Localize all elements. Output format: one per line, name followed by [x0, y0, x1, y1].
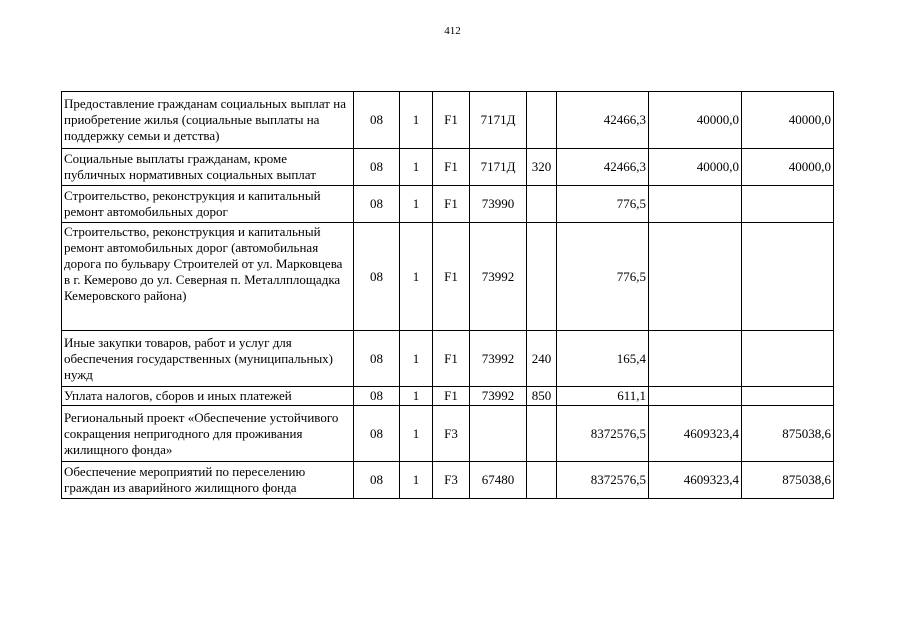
page-number: 412 — [444, 25, 461, 37]
row-name: Предоставление гражданам социальных выплат на приобретение жилья (социальные выплаты на поддержку семьи и детства) — [62, 92, 354, 149]
row-code: 73992 — [470, 331, 527, 387]
row-value-1: 42466,3 — [557, 92, 649, 149]
row-value-3: 40000,0 — [742, 92, 834, 149]
row-value-3: 40000,0 — [742, 149, 834, 186]
row-value-1: 8372576,5 — [557, 406, 649, 462]
row-subsection: 1 — [400, 387, 433, 406]
row-subsection: 1 — [400, 331, 433, 387]
row-value-2 — [649, 186, 742, 223]
row-value-1: 8372576,5 — [557, 462, 649, 499]
table-row — [62, 406, 834, 462]
row-code: 73992 — [470, 387, 527, 406]
row-code: 7171Д — [470, 92, 527, 149]
row-name: Строительство, реконструкция и капитальный ремонт автомобильных дорог — [62, 186, 354, 223]
row-subsection: 1 — [400, 462, 433, 499]
row-subsection: 1 — [400, 406, 433, 462]
budget-table — [61, 91, 834, 499]
row-name: Уплата налогов, сборов и иных платежей — [62, 387, 354, 406]
row-section: 08 — [354, 186, 400, 223]
row-code: 67480 — [470, 462, 527, 499]
row-expense-type: 850 — [527, 387, 557, 406]
row-program: F3 — [433, 406, 470, 462]
row-subsection: 1 — [400, 186, 433, 223]
row-code: 73992 — [470, 223, 527, 331]
row-name: Социальные выплаты гражданам, кроме публичных нормативных социальных выплат — [62, 149, 354, 186]
row-section: 08 — [354, 92, 400, 149]
row-expense-type — [527, 462, 557, 499]
row-code — [470, 406, 527, 462]
row-section: 08 — [354, 223, 400, 331]
row-program: F1 — [433, 186, 470, 223]
row-program: F1 — [433, 223, 470, 331]
table-row — [62, 387, 834, 406]
row-value-1: 611,1 — [557, 387, 649, 406]
row-value-1: 776,5 — [557, 186, 649, 223]
row-program: F1 — [433, 331, 470, 387]
row-value-2: 4609323,4 — [649, 462, 742, 499]
row-value-3 — [742, 387, 834, 406]
row-name: Региональный проект «Обеспечение устойчивого сокращения непригодного для проживания жилищного фонда» — [62, 406, 354, 462]
table-row — [62, 149, 834, 186]
row-value-1: 165,4 — [557, 331, 649, 387]
row-program: F1 — [433, 387, 470, 406]
row-value-2 — [649, 331, 742, 387]
table-row — [62, 331, 834, 387]
table-row — [62, 462, 834, 499]
row-value-2: 40000,0 — [649, 149, 742, 186]
row-value-3 — [742, 331, 834, 387]
row-expense-type — [527, 223, 557, 331]
row-section: 08 — [354, 462, 400, 499]
row-subsection: 1 — [400, 92, 433, 149]
row-value-2: 40000,0 — [649, 92, 742, 149]
row-name: Иные закупки товаров, работ и услуг для обеспечения государственных (муниципальных) нужд — [62, 331, 354, 387]
row-section: 08 — [354, 387, 400, 406]
row-value-3 — [742, 186, 834, 223]
row-section: 08 — [354, 331, 400, 387]
row-value-3 — [742, 223, 834, 331]
row-subsection: 1 — [400, 223, 433, 331]
row-value-3: 875038,6 — [742, 406, 834, 462]
row-program: F3 — [433, 462, 470, 499]
row-value-2 — [649, 223, 742, 331]
row-value-2: 4609323,4 — [649, 406, 742, 462]
row-value-1: 42466,3 — [557, 149, 649, 186]
table-row — [62, 223, 834, 331]
row-section: 08 — [354, 149, 400, 186]
table-row — [62, 186, 834, 223]
row-code: 73990 — [470, 186, 527, 223]
row-program: F1 — [433, 92, 470, 149]
row-value-3: 875038,6 — [742, 462, 834, 499]
row-name: Обеспечение мероприятий по переселению граждан из аварийного жилищного фонда — [62, 462, 354, 499]
row-expense-type: 240 — [527, 331, 557, 387]
row-subsection: 1 — [400, 149, 433, 186]
row-section: 08 — [354, 406, 400, 462]
row-expense-type — [527, 406, 557, 462]
row-name: Строительство, реконструкция и капитальный ремонт автомобильных дорог (автомобильная дорога по бульвару Строителей от ул. Марковцева в г. Кемерово до ул. Северная п. Металлплощадка Кемеровского района) — [62, 223, 354, 331]
row-code: 7171Д — [470, 149, 527, 186]
row-value-1: 776,5 — [557, 223, 649, 331]
row-expense-type: 320 — [527, 149, 557, 186]
table-row — [62, 92, 834, 149]
row-expense-type — [527, 186, 557, 223]
row-expense-type — [527, 92, 557, 149]
row-value-2 — [649, 387, 742, 406]
row-program: F1 — [433, 149, 470, 186]
